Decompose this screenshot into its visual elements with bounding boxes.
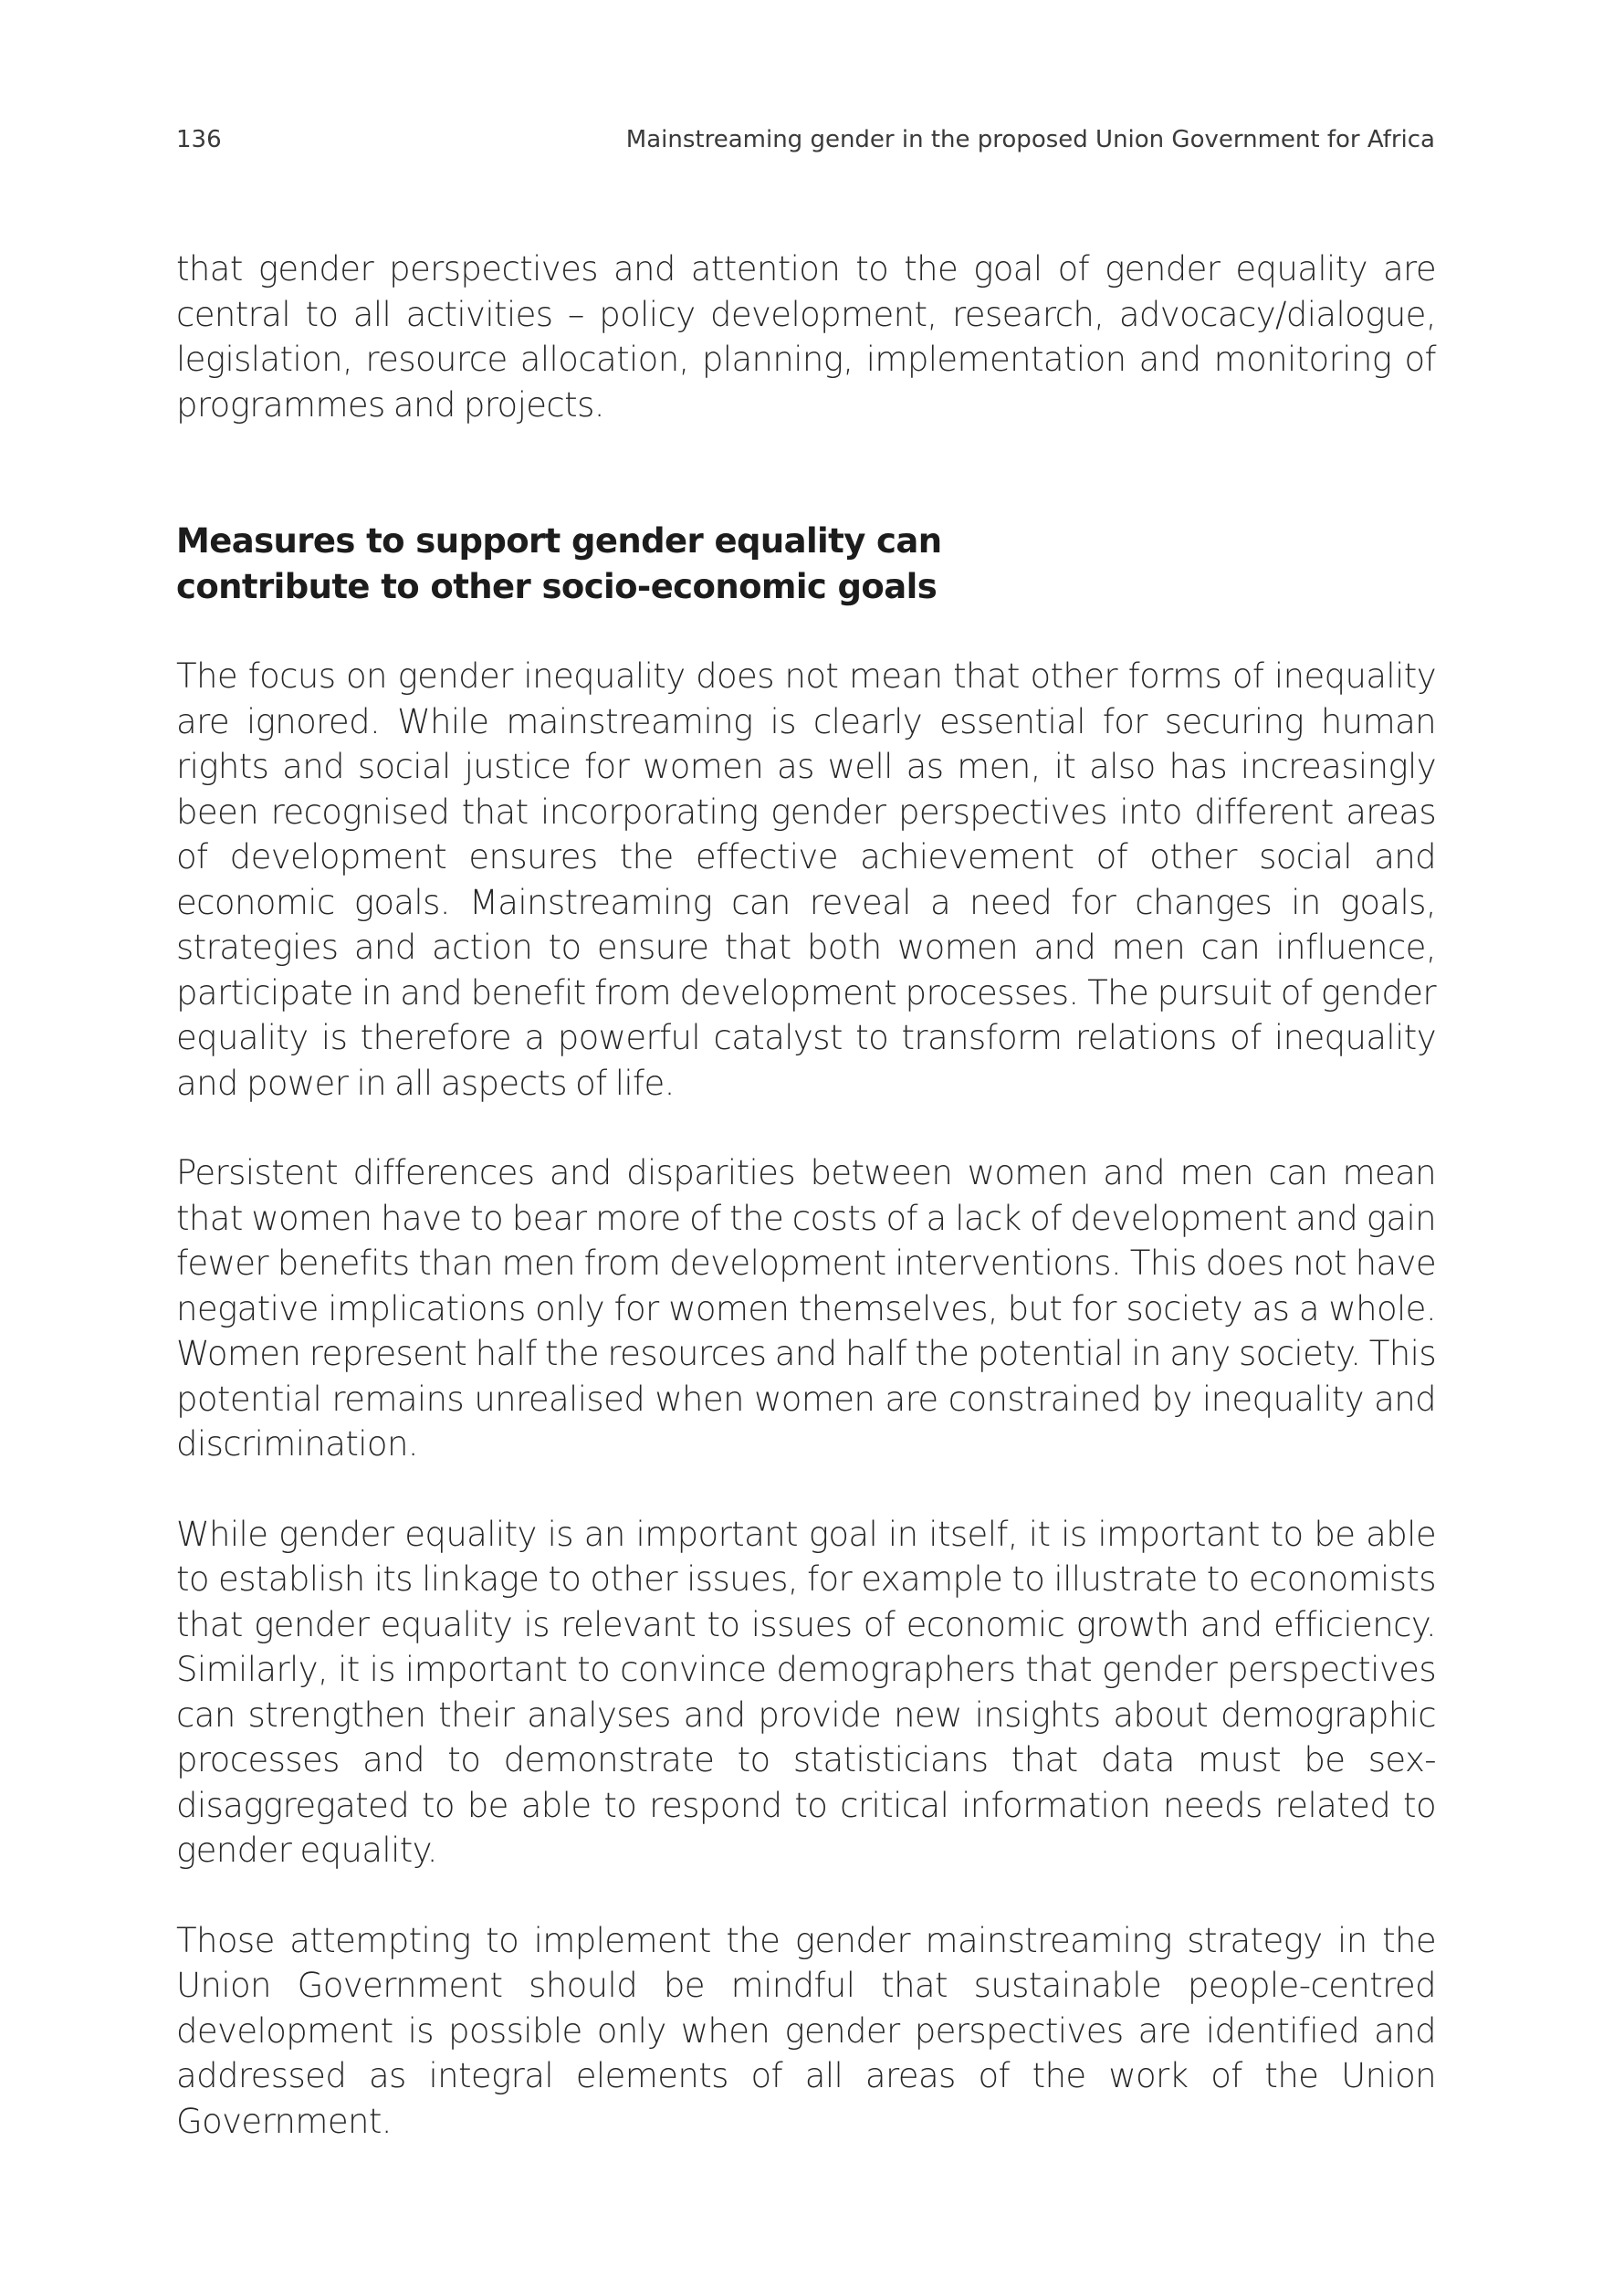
intro-paragraph: that gender perspectives and attention to the goal of gender equality are central to all activities – policy development, research, advocacy/dialogue, legislation, resource allocation, planning, implementation and monitoring of programmes and projects. [176, 249, 1436, 425]
body-paragraph: The focus on gender inequality does not mean that other forms of inequality are ignored. While mainstreaming is clearly essential for securing human rights and social justice for women as well as men, it also has increasingly been recognised that incorporating gender perspectives into different areas of development ensures the effective achievement of other social and economic goals. Mainstreaming can reveal a need for changes in goals, strategies and action to ensure that both women and men can influence, participate in and benefit from development processes. The pursuit of gender equality is therefore a powerful catalyst to transform relations of inequality and power in all aspects of life. [176, 656, 1436, 1103]
running-header [176, 121, 1435, 158]
running-title: Mainstreaming gender in the proposed Union Government for Africa [625, 126, 1435, 153]
body-paragraph: Persistent differences and disparities between women and men can mean that women have to bear more of the costs of a lack of development and gain fewer benefits than men from development interventions. This does not have negative implications only for women themselves, but for society as a whole. Women represent half the resources and half the potential in any society. This potential remains unrealised when women are constrained by inequality and discrimination. [176, 1153, 1436, 1464]
body-text [176, 247, 1436, 2144]
section-heading-line-1: Measures to support gender equality can [176, 521, 942, 561]
section-heading-line-2: contribute to other socio-economic goals [176, 566, 938, 606]
section-heading [176, 519, 1436, 609]
page-number: 136 [176, 126, 222, 153]
body-paragraph: Those attempting to implement the gender mainstreaming strategy in the Union Government should be mindful that sustainable people-centred development is possible only when gender perspectives are identified and addressed as integral elements of all areas of the work of the Union Government. [176, 1920, 1436, 2141]
body-paragraph: While gender equality is an important goal in itself, it is important to be able to establish its linkage to other issues, for example to illustrate to economists that gender equality is relevant to issues of economic growth and efficiency. Similarly, it is important to convince demographers that gender perspectives can strengthen their analyses and provide new insights about demographic processes and to demonstrate to statisticians that data must be sex-disaggregated to be able to respond to critical information needs related to gender equality. [176, 1514, 1436, 1870]
